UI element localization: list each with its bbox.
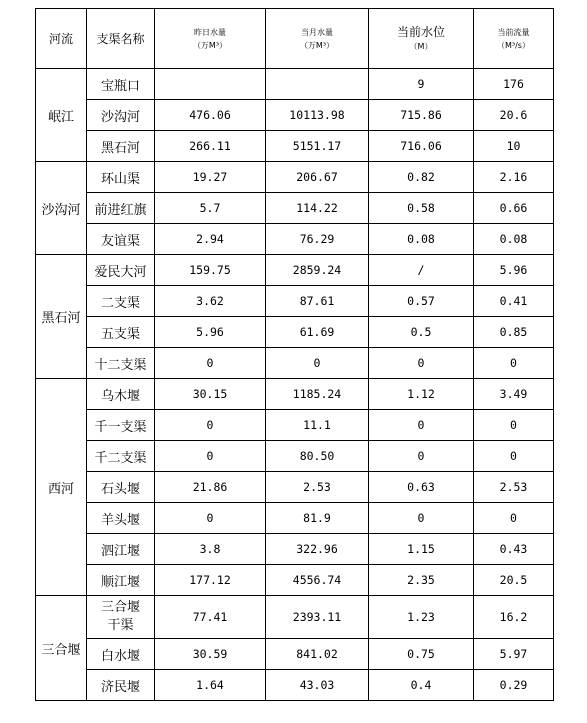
yesterday-cell: 19.27 xyxy=(155,162,266,193)
flow-cell: 0 xyxy=(474,441,554,472)
canal-cell: 千一支渠 xyxy=(87,410,155,441)
header-yesterday xyxy=(155,9,266,69)
month-cell: 2.53 xyxy=(266,472,369,503)
canal-cell: 泗江堰 xyxy=(87,534,155,565)
table-row xyxy=(36,379,554,410)
level-cell: 715.86 xyxy=(369,100,474,131)
flow-cell: 0.85 xyxy=(474,317,554,348)
flow-cell: 2.16 xyxy=(474,162,554,193)
flow-cell: 0.43 xyxy=(474,534,554,565)
flow-cell: 0 xyxy=(474,410,554,441)
month-cell: 114.22 xyxy=(266,193,369,224)
header-month-unit: （万M³） xyxy=(299,40,335,50)
canal-cell: 十二支渠 xyxy=(87,348,155,379)
yesterday-cell: 177.12 xyxy=(155,565,266,596)
level-cell: 0 xyxy=(369,348,474,379)
canal-cell: 前进红旗 xyxy=(87,193,155,224)
flow-cell: 20.5 xyxy=(474,565,554,596)
yesterday-cell: 0 xyxy=(155,441,266,472)
canal-cell: 环山渠 xyxy=(87,162,155,193)
canal-cell: 济民堰 xyxy=(87,670,155,701)
table-row xyxy=(36,639,554,670)
level-cell: 0.58 xyxy=(369,193,474,224)
header-flow-label: 当前流量 xyxy=(497,27,530,37)
month-cell: 322.96 xyxy=(266,534,369,565)
canal-cell: 宝瓶口 xyxy=(87,69,155,100)
canal-cell: 三合堰干渠 xyxy=(87,596,155,639)
table-row xyxy=(36,162,554,193)
table-row xyxy=(36,69,554,100)
header-flow-unit: （M³/s） xyxy=(497,40,530,50)
canal-cell: 乌木堰 xyxy=(87,379,155,410)
month-cell: 1185.24 xyxy=(266,379,369,410)
table-body xyxy=(36,69,554,701)
level-cell: 1.23 xyxy=(369,596,474,639)
header-flow xyxy=(474,9,554,69)
yesterday-cell: 3.62 xyxy=(155,286,266,317)
table-row xyxy=(36,596,554,639)
month-cell: 87.61 xyxy=(266,286,369,317)
month-cell: 76.29 xyxy=(266,224,369,255)
level-cell: 0 xyxy=(369,503,474,534)
header-month-label: 当月水量 xyxy=(301,27,333,37)
canal-cell: 黑石河 xyxy=(87,131,155,162)
table-row xyxy=(36,193,554,224)
canal-cell: 羊头堰 xyxy=(87,503,155,534)
yesterday-cell xyxy=(155,69,266,100)
header-month xyxy=(266,9,369,69)
water-data-table xyxy=(35,8,554,701)
level-cell: 1.12 xyxy=(369,379,474,410)
month-cell: 2859.24 xyxy=(266,255,369,286)
yesterday-cell: 3.8 xyxy=(155,534,266,565)
flow-cell: 20.6 xyxy=(474,100,554,131)
level-cell: 0.63 xyxy=(369,472,474,503)
table-row xyxy=(36,286,554,317)
river-cell: 黑石河 xyxy=(36,255,87,379)
table-row xyxy=(36,670,554,701)
header-level xyxy=(369,9,474,69)
table-row xyxy=(36,410,554,441)
yesterday-cell: 1.64 xyxy=(155,670,266,701)
river-cell: 沙沟河 xyxy=(36,162,87,255)
table-row xyxy=(36,441,554,472)
yesterday-cell: 21.86 xyxy=(155,472,266,503)
yesterday-cell: 0 xyxy=(155,348,266,379)
header-level-label: 当前水位 xyxy=(396,25,445,39)
header-river: 河流 xyxy=(36,9,87,69)
flow-cell: 176 xyxy=(474,69,554,100)
river-cell: 西河 xyxy=(36,379,87,596)
table-row xyxy=(36,100,554,131)
table-row xyxy=(36,317,554,348)
canal-cell: 千二支渠 xyxy=(87,441,155,472)
canal-cell: 白水堰 xyxy=(87,639,155,670)
level-cell: 716.06 xyxy=(369,131,474,162)
canal-cell: 爱民大河 xyxy=(87,255,155,286)
level-cell: 0 xyxy=(369,410,474,441)
level-cell: 0.82 xyxy=(369,162,474,193)
flow-cell: 5.97 xyxy=(474,639,554,670)
flow-cell: 0.41 xyxy=(474,286,554,317)
level-cell: 1.15 xyxy=(369,534,474,565)
flow-cell: 16.2 xyxy=(474,596,554,639)
level-cell: 0.57 xyxy=(369,286,474,317)
level-cell: 0.75 xyxy=(369,639,474,670)
month-cell: 81.9 xyxy=(266,503,369,534)
table-row xyxy=(36,534,554,565)
flow-cell: 0.66 xyxy=(474,193,554,224)
month-cell: 4556.74 xyxy=(266,565,369,596)
flow-cell: 3.49 xyxy=(474,379,554,410)
month-cell: 5151.17 xyxy=(266,131,369,162)
table-row xyxy=(36,348,554,379)
header-yesterday-label: 昨日水量 xyxy=(194,27,226,37)
level-cell: 0.5 xyxy=(369,317,474,348)
yesterday-cell: 30.15 xyxy=(155,379,266,410)
table-row xyxy=(36,131,554,162)
month-cell xyxy=(266,69,369,100)
yesterday-cell: 266.11 xyxy=(155,131,266,162)
header-level-unit: （M） xyxy=(409,42,433,51)
month-cell: 841.02 xyxy=(266,639,369,670)
month-cell: 2393.11 xyxy=(266,596,369,639)
yesterday-cell: 2.94 xyxy=(155,224,266,255)
level-cell: 2.35 xyxy=(369,565,474,596)
flow-cell: 5.96 xyxy=(474,255,554,286)
month-cell: 10113.98 xyxy=(266,100,369,131)
yesterday-cell: 5.96 xyxy=(155,317,266,348)
river-cell: 三合堰 xyxy=(36,596,87,701)
canal-cell: 五支渠 xyxy=(87,317,155,348)
yesterday-cell: 30.59 xyxy=(155,639,266,670)
month-cell: 0 xyxy=(266,348,369,379)
yesterday-cell: 0 xyxy=(155,503,266,534)
level-cell: / xyxy=(369,255,474,286)
canal-cell: 二支渠 xyxy=(87,286,155,317)
river-cell: 岷江 xyxy=(36,69,87,162)
month-cell: 43.03 xyxy=(266,670,369,701)
flow-cell: 0.08 xyxy=(474,224,554,255)
canal-cell: 友谊渠 xyxy=(87,224,155,255)
table-row xyxy=(36,472,554,503)
canal-cell: 沙沟河 xyxy=(87,100,155,131)
flow-cell: 0 xyxy=(474,348,554,379)
table-row xyxy=(36,503,554,534)
flow-cell: 10 xyxy=(474,131,554,162)
yesterday-cell: 77.41 xyxy=(155,596,266,639)
month-cell: 11.1 xyxy=(266,410,369,441)
header-canal: 支渠名称 xyxy=(87,9,155,69)
table-row xyxy=(36,224,554,255)
table-row xyxy=(36,255,554,286)
table-row xyxy=(36,565,554,596)
level-cell: 9 xyxy=(369,69,474,100)
level-cell: 0.4 xyxy=(369,670,474,701)
yesterday-cell: 5.7 xyxy=(155,193,266,224)
flow-cell: 2.53 xyxy=(474,472,554,503)
level-cell: 0.08 xyxy=(369,224,474,255)
canal-cell: 顺江堰 xyxy=(87,565,155,596)
level-cell: 0 xyxy=(369,441,474,472)
flow-cell: 0 xyxy=(474,503,554,534)
month-cell: 206.67 xyxy=(266,162,369,193)
month-cell: 80.50 xyxy=(266,441,369,472)
canal-cell: 石头堰 xyxy=(87,472,155,503)
header-yesterday-unit: （万M³） xyxy=(192,40,228,50)
month-cell: 61.69 xyxy=(266,317,369,348)
header-row xyxy=(36,9,554,69)
yesterday-cell: 159.75 xyxy=(155,255,266,286)
flow-cell: 0.29 xyxy=(474,670,554,701)
yesterday-cell: 0 xyxy=(155,410,266,441)
yesterday-cell: 476.06 xyxy=(155,100,266,131)
